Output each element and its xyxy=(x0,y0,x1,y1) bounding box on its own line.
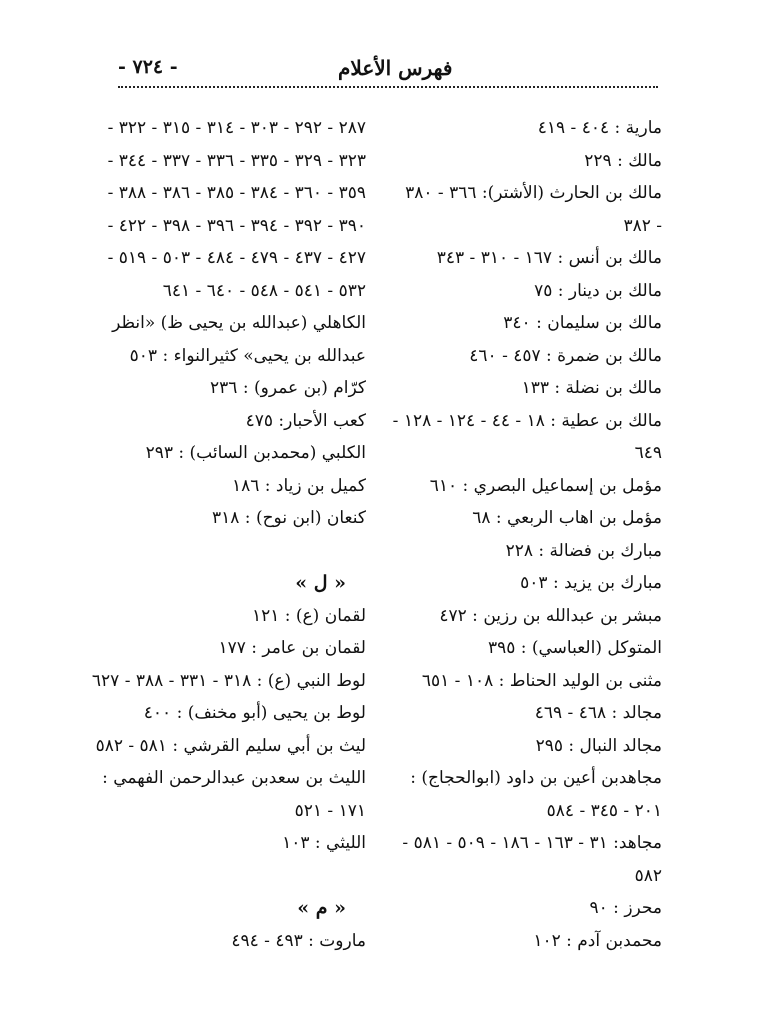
index-entry: كنعان (ابن نوح) : ٣١٨ xyxy=(212,508,366,528)
index-entry: مجالد النبال : ٢٩٥ xyxy=(535,735,662,756)
index-entry xyxy=(66,535,366,568)
index-entry: ٣٢٣ - ٣٢٩ - ٣٣٥ - ٣٣٦ - ٣٣٧ - ٣٤٤ - xyxy=(107,150,366,171)
index-entry: مالك بن أنس : ١٦٧ - ٣١٠ - ٣٤٣ xyxy=(436,248,662,268)
index-entry: لقمان بن عامر : ١٧٧ xyxy=(218,638,366,658)
index-entry: مؤمل بن إسماعيل البصري : ٦١٠ xyxy=(429,475,662,496)
index-entry: الليث بن سعدبن عبدالرحمن الفهمي : xyxy=(102,768,366,788)
index-entry: مثنى بن الوليد الحناط : ١٠٨ - ٦٥١ xyxy=(421,670,662,691)
index-entry: لوط بن يحيى (أبو مخنف) : ٤٠٠ xyxy=(143,703,366,723)
index-entry: مبشر بن عبدالله بن رزين : ٤٧٢ xyxy=(439,605,662,626)
index-entry: مالك بن دينار : ٧٥ xyxy=(534,280,662,301)
index-entry: لوط النبي (ع) : ٣١٨ - ٣٣١ - ٣٨٨ - ٦٢٧ xyxy=(91,670,366,691)
index-entry: مارية : ٤٠٤ - ٤١٩ xyxy=(537,118,662,138)
index-entry: ماروت : ٤٩٣ - ٤٩٤ xyxy=(231,930,366,951)
index-entry: مبارك بن يزيد : ٥٠٣ xyxy=(520,573,662,593)
index-entry: ٤٢٧ - ٤٣٧ - ٤٧٩ - ٤٨٤ - ٥٠٣ - ٥١٩ - xyxy=(107,248,366,268)
index-entry: لقمان (ع) : ١٢١ xyxy=(251,605,366,626)
index-entry: ٥٨٢ xyxy=(634,865,662,886)
index-entry: مبارك بن فضالة : ٢٢٨ xyxy=(505,540,662,561)
page-header xyxy=(118,54,658,84)
index-entry: مؤمل بن اهاب الربعي : ٦٨ xyxy=(472,508,662,528)
index-entry: محمدبن آدم : ١٠٢ xyxy=(533,930,662,951)
index-entry: محرز : ٩٠ xyxy=(589,898,662,918)
index-entry: مجاهد: ٣١ - ١٦٣ - ١٨٦ - ٥٠٩ - ٥٨١ - xyxy=(402,833,662,853)
index-entry: مالك بن الحارث (الأشتر): ٣٦٦ - ٣٨٠ xyxy=(405,183,662,203)
index-entry: ٢٠١ - ٣٤٥ - ٥٨٤ xyxy=(546,800,662,821)
index-entry: الكلبي (محمدبن السائب) : ٢٩٣ xyxy=(145,443,366,463)
index-entry: مالك بن سليمان : ٣٤٠ xyxy=(503,313,662,333)
index-column-left xyxy=(66,112,366,957)
index-entry: مالك بن ضمرة : ٤٥٧ - ٤٦٠ xyxy=(469,345,662,366)
index-entry: مالك : ٢٢٩ xyxy=(584,150,662,171)
index-entry: كميل بن زياد : ١٨٦ xyxy=(231,475,366,496)
index-entry: ٣٥٩ - ٣٦٠ - ٣٨٤ - ٣٨٥ - ٣٨٦ - ٣٨٨ - xyxy=(107,183,366,203)
index-entry: مجالد : ٤٦٨ - ٤٦٩ xyxy=(534,703,662,723)
index-entry: مالك بن عطية : ١٨ - ٤٤ - ١٢٤ - ١٢٨ - xyxy=(392,410,662,431)
index-entry: ١٧١ - ٥٢١ xyxy=(294,800,366,821)
index-entry: الكاهلي (عبدالله بن يحيى ظ) «انظر xyxy=(112,313,366,333)
page-title: فهرس الأعلام xyxy=(338,56,453,80)
section-letter-heading: « م » xyxy=(297,897,346,919)
index-entry: ليث بن أبي سليم القرشي : ٥٨١ - ٥٨٢ xyxy=(95,735,366,756)
index-column-right xyxy=(392,112,662,957)
section-letter-heading: « ل » xyxy=(295,572,346,594)
index-entry: ٢٨٧ - ٢٩٢ - ٣٠٣ - ٣١٤ - ٣١٥ - ٣٢٢ - xyxy=(107,118,366,138)
index-entry: الليثي : ١٠٣ xyxy=(282,833,366,853)
index-entry: ٦٤٩ xyxy=(634,443,662,463)
index-entry: ٥٣٢ - ٥٤١ - ٥٤٨ - ٦٤٠ - ٦٤١ xyxy=(162,280,366,301)
index-entry xyxy=(66,860,366,893)
index-entry: المتوكل (العباسي) : ٣٩٥ xyxy=(487,638,662,658)
index-entry: - ٣٨٢ xyxy=(623,215,662,236)
dotted-divider xyxy=(118,86,658,88)
page-number: - ٧٢٤ - xyxy=(118,56,178,78)
index-entry: ٣٩٠ - ٣٩٢ - ٣٩٤ - ٣٩٦ - ٣٩٨ - ٤٢٢ - xyxy=(107,215,366,236)
index-entry: مجاهدبن أعين بن داود (ابوالحجاج) : xyxy=(410,768,662,788)
index-entry: مالك بن نضلة : ١٣٣ xyxy=(521,378,662,398)
index-entry: كعب الأحبار: ٤٧٥ xyxy=(245,410,366,431)
index-entry: كرّام (بن عمرو) : ٢٣٦ xyxy=(210,378,366,398)
index-entry: عبدالله بن يحيى» كثيرالنواء : ٥٠٣ xyxy=(129,345,366,366)
